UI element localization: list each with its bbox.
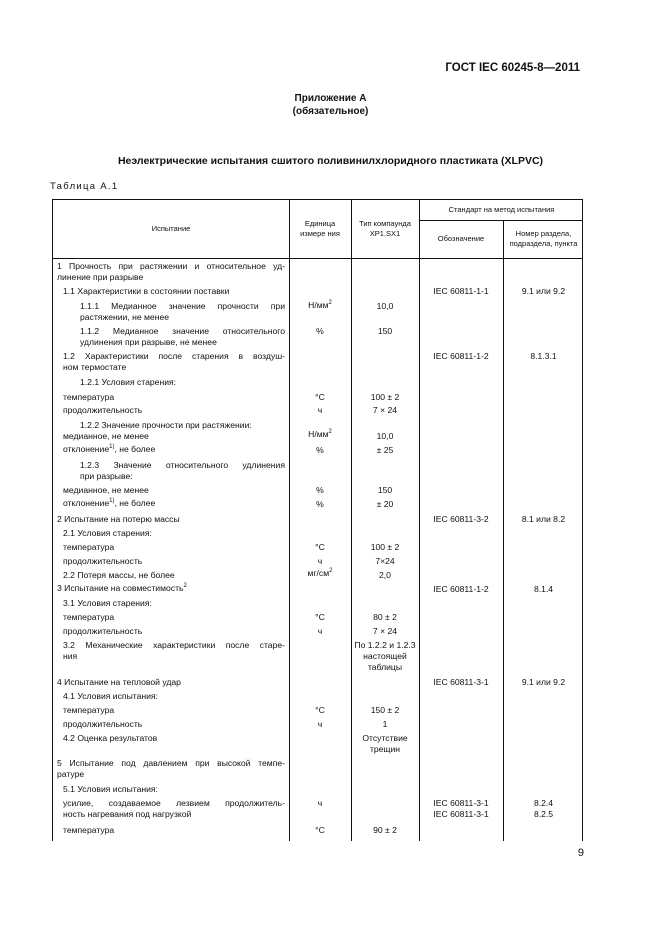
row-section: 8.1.4 [533, 584, 554, 594]
row-test: отклонение$^{1)}$, не более [63, 444, 156, 454]
row-test: температура [63, 542, 115, 552]
row-test: отклонение$^{1)}$, не более [63, 498, 156, 508]
row-unit: % [316, 445, 324, 455]
row-value: таблицы [367, 662, 403, 672]
row-test: 3.1 Условия старения: [63, 598, 152, 608]
row-value: 100 ± 2 [370, 392, 400, 402]
row-section: 9.1 или 9.2 [521, 286, 566, 296]
row-test: при разрыве: [80, 471, 133, 481]
row-value: 10,0 [376, 301, 394, 311]
row-test: 4 Испытание на тепловой удар [57, 677, 181, 687]
row-test: растяжении, не менее [80, 312, 170, 322]
row-test: продолжительность [63, 405, 143, 415]
row-value: ± 25 [376, 445, 394, 455]
test-table [52, 199, 583, 841]
col-divider [503, 220, 504, 841]
row-section: 8.2.5 [533, 809, 554, 819]
row-value: 150 [377, 326, 393, 336]
row-test: ном термостате [63, 362, 127, 372]
header-designation: Обозначение [437, 233, 485, 243]
row-value: 100 ± 2 [370, 542, 400, 552]
row-section: 8.1 или 8.2 [521, 514, 566, 524]
header-test: Испытание [151, 223, 191, 233]
appendix-heading: Неэлектрические испытания сшитого поливинилхлоридного пластиката (XLPVC) [117, 155, 544, 167]
row-value: 7 × 24 [372, 405, 398, 415]
row-value: 90 ± 2 [373, 825, 397, 835]
row-section: 8.1.3.1 [530, 351, 557, 361]
row-unit: ч [317, 405, 323, 415]
row-unit: °С [315, 825, 325, 835]
row-test: 1.1 Характеристики в состоянии поставки [63, 286, 230, 296]
row-value: 7 × 24 [372, 626, 398, 636]
row-test: температура [63, 612, 115, 622]
row-unit: % [316, 485, 324, 495]
row-unit: $мг/см^2$ [307, 568, 333, 578]
row-value: настоящей [363, 651, 407, 661]
row-unit: °С [315, 542, 325, 552]
row-test: 4.1 Условия испытания: [63, 691, 158, 701]
row-standard: IEC 60811-1-1 [433, 286, 489, 296]
header-bottom-line [53, 258, 582, 259]
row-test: 5.1 Условия испытания: [63, 784, 158, 794]
row-value: ± 20 [376, 499, 394, 509]
row-standard: IEC 60811-1-2 [433, 584, 489, 594]
row-test: продолжительность [63, 719, 143, 729]
row-section: 9.1 или 9.2 [521, 677, 566, 687]
row-test: 1.2.3 Значение относительного удлинения [80, 460, 285, 470]
row-test: медианное, не менее [63, 485, 149, 495]
header-standard-group: Стандарт на метод испытания [448, 204, 555, 214]
row-standard: IEC 60811-3-1 [433, 798, 489, 808]
row-test: удлинения при разрыве, не менее [80, 337, 217, 347]
row-test: медианное, не менее [63, 431, 149, 441]
row-standard: IEC 60811-1-2 [433, 351, 489, 361]
row-test: 3 Испытание на совместимость$^2$ [57, 583, 187, 593]
row-test: линение при разрыве [57, 272, 144, 282]
row-value: 10,0 [376, 431, 394, 441]
row-test: 1.2.2 Значение прочности при растяжении: [80, 420, 252, 430]
row-value: 7×24 [375, 556, 395, 566]
row-test: температура [63, 392, 115, 402]
row-unit: $Н/мм^2$ [308, 429, 332, 439]
row-value: По 1.2.2 и 1.2.3 [354, 640, 416, 650]
row-test: 1.1.2 Медианное значение относительного [80, 326, 285, 336]
annex-title: Приложение А [294, 93, 367, 104]
annex-status: (обязательное) [292, 106, 369, 117]
row-unit: °С [315, 392, 325, 402]
row-value: 80 ± 2 [373, 612, 397, 622]
row-test: ния [63, 651, 78, 661]
row-unit: ч [317, 626, 323, 636]
row-test: температура [63, 705, 115, 715]
header-unit: Единица измере ния [300, 218, 340, 238]
row-test: 2.1 Условия старения: [63, 528, 152, 538]
row-test: температура [63, 825, 115, 835]
row-unit: ч [317, 798, 323, 808]
row-unit: °С [315, 612, 325, 622]
row-test: 1.2.1 Условия старения: [80, 377, 177, 387]
table-caption: Таблица А.1 [50, 181, 119, 192]
row-section: 8.2.4 [533, 798, 554, 808]
row-test: продолжительность [63, 556, 143, 566]
row-test: 1 Прочность при растяжении и относительное уд- [57, 261, 285, 271]
row-test: 2.2 Потеря массы, не более [63, 570, 175, 580]
page-number: 9 [577, 847, 584, 859]
row-unit: ч [317, 556, 323, 566]
header-compound-type: Тип компаунда XP1.SX1 [359, 218, 411, 238]
row-test: ратуре [57, 769, 85, 779]
col-divider [289, 200, 290, 841]
row-test: ность нагревания под нагрузкой [63, 809, 192, 819]
row-value: 2,0 [379, 570, 391, 580]
row-unit: % [316, 499, 324, 509]
row-unit: °С [315, 705, 325, 715]
row-test: продолжительность [63, 626, 143, 636]
row-value: 150 [377, 485, 393, 495]
row-unit: $Н/мм^2$ [308, 300, 332, 310]
document-code: ГОСТ IEC 60245-8—2011 [445, 62, 580, 74]
row-standard: IEC 60811-3-1 [433, 677, 489, 687]
row-standard: IEC 60811-3-2 [433, 514, 489, 524]
row-test: 3.2 Механические характеристики после старе- [63, 640, 285, 650]
row-value: Отсутствие [362, 733, 408, 743]
row-test: 1.1.1 Медианное значение прочности при [80, 301, 285, 311]
row-test: 4.2 Оценка результатов [63, 733, 158, 743]
row-unit: % [316, 326, 324, 336]
row-unit: ч [317, 719, 323, 729]
row-test: 5 Испытание под давлением при высокой темпе- [57, 758, 285, 768]
row-value: 150 ± 2 [370, 705, 400, 715]
row-value: 1 [382, 719, 388, 729]
row-test: усилие, создаваемое лезвием продолжитель- [63, 798, 285, 808]
header-section-number: Номер раздела, подраздела, пункта [509, 228, 578, 248]
row-test: 2 Испытание на потерю массы [57, 514, 180, 524]
row-value: трещин [369, 744, 401, 754]
row-test: 1.2 Характеристики после старения в воздуш- [63, 351, 285, 361]
row-standard: IEC 60811-3-1 [433, 809, 489, 819]
